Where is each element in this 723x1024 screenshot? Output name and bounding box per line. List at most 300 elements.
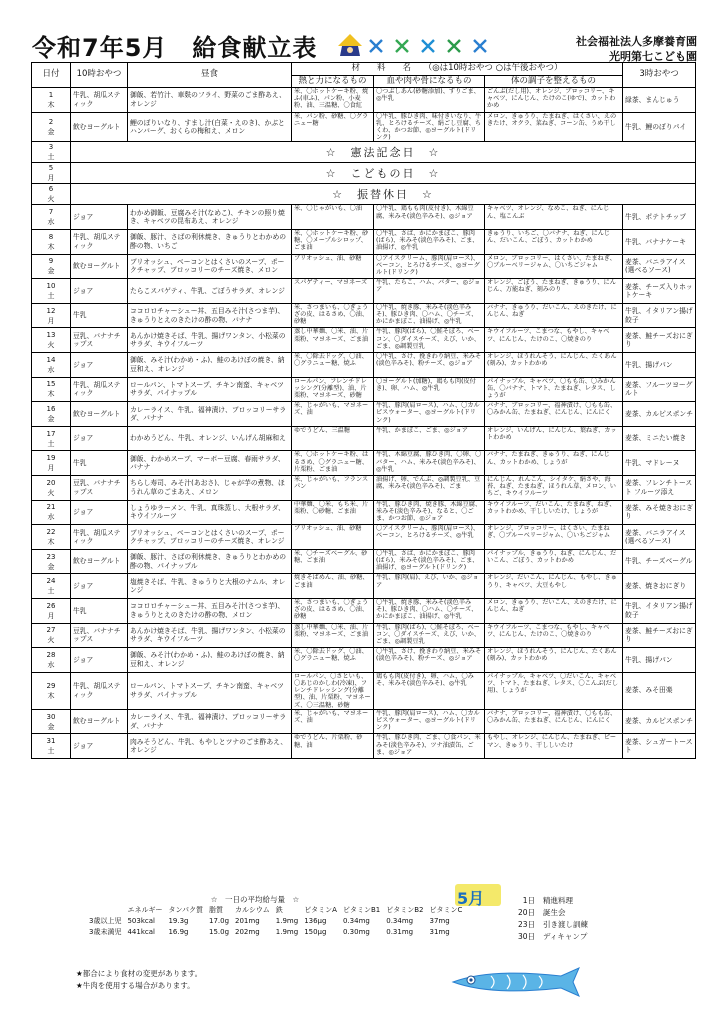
date-number: 2: [48, 118, 54, 126]
menu-row: [32, 163, 696, 184]
menu-body: [32, 88, 696, 759]
energy-ingredients-cell: ゆでうどん、三温糖: [292, 426, 374, 451]
energy-ingredients-cell: スパゲティー、マヨネーズ: [292, 279, 374, 304]
am-snack-cell: 牛乳、胡瓜スティック: [71, 88, 128, 113]
menu-row: [32, 230, 696, 255]
page-title: 令和7年5月 給食献立表: [32, 34, 318, 62]
nutrition-header: エネルギー: [127, 906, 163, 914]
regulating-ingredients-cell: パイナップル、キャベツ、〇もも缶、〇みかん缶、〇バナナ、トマト、たまねぎ、レタス、しょうが: [485, 377, 623, 402]
pm-snack-cell: 麦茶、カルピスポンチ: [623, 709, 696, 734]
date-cell: [32, 598, 71, 623]
regulating-ingredients-cell: オレンジ、ほうれんそう、にんじん、たくあん(刻み)、カットわかめ: [485, 352, 623, 377]
am-snack-cell: 牛乳、胡瓜スティック: [71, 377, 128, 402]
average-nutrition: [80, 894, 463, 938]
weekday: 木: [47, 242, 55, 251]
date-number: 31: [46, 737, 56, 746]
body-ingredients-cell: 牛乳、豚肉(肩ロース)、ハム、〇カルピスウォーター、◎ヨーグルト(ドリンク): [374, 709, 485, 734]
am-snack-cell: 牛乳、胡瓜スティック: [71, 230, 128, 255]
menu-row: [32, 279, 696, 304]
pm-snack-cell: 牛乳、チーズベーグル: [623, 549, 696, 574]
am-snack-cell: 牛乳、胡瓜スティック: [71, 525, 128, 550]
lunch-cell: ちらし寿司、みそ汁(あおさ)、じゃが芋の煮物、ほうれん草のごまあえ、メロン: [128, 475, 292, 500]
date-cell: [32, 623, 71, 648]
pm-snack-cell: 牛乳、鯉のぼりパイ: [623, 112, 696, 142]
menu-row: [32, 377, 696, 402]
lunch-cell: あんかけ焼きそば、牛乳、揚げワンタン、小松菜のサラダ、キウイフルーツ: [128, 328, 292, 353]
nutrition-value: 0.34mg: [386, 917, 414, 925]
lunch-cell: 鯉のぼりいなり、すまし汁(白菜・えのき)、かぶとハンバーグ、おくらの梅和え、メロン: [128, 112, 292, 142]
lunch-cell: 御飯、みそ汁(わかめ・ふ)、鮭のあけぼの焼き、納豆和え、オレンジ: [128, 352, 292, 377]
am-snack-cell: 豆乳、バナナチップス: [71, 475, 128, 500]
nutrition-header: ビタミンA: [304, 906, 337, 914]
date-cell: [32, 205, 71, 230]
energy-ingredients-cell: 米、〇ホットケーキ粉、焼ふ(車ふ)、パン粉、小麦粉、油、三温糖、〇食紅: [292, 88, 374, 113]
weekday: 水: [47, 365, 55, 374]
lunch-cell: ブリオッシュ、ベーコンとはくさいのスープ、ポークチャップ、ブロッコリーのチーズ焼き、メロン: [128, 254, 292, 279]
am-snack-cell: 豆乳、バナナチップス: [71, 623, 128, 648]
energy-ingredients-cell: 米、さつまいも、〇ぎょうざの皮、はるさめ、〇油、砂糖: [292, 303, 374, 328]
body-ingredients-cell: 〇牛乳、さけ、挽きわり納豆、米みそ(淡色辛みそ)、粉チーズ、◎ジョア: [374, 648, 485, 673]
pm-snack-cell: 麦茶、バニラアイス(選べるソース): [623, 254, 696, 279]
energy-ingredients-cell: 米、さつまいも、〇ぎょうざの皮、はるさめ、〇油、砂糖: [292, 598, 374, 623]
body-ingredients-cell: 〇牛乳、焼き豚、米みそ(淡色辛みそ)、豚ひき肉、〇ハム、〇チーズ、かにかまぼこ、油揚げ、◎牛乳: [374, 598, 485, 623]
nutrition-row-label: 3歳以上児: [89, 917, 122, 925]
note-item: ★牛肉を使用する場合があります。: [76, 981, 195, 990]
pm-snack-cell: 麦茶、鮭チーズおにぎり: [623, 328, 696, 353]
event-day: 23日: [517, 920, 535, 929]
weekday: 月: [47, 174, 55, 183]
nutrition-header: ビタミンB1: [342, 906, 381, 914]
holiday-label: ☆ こどもの日 ☆: [71, 163, 696, 184]
body-ingredients-cell: 〇アイスクリーム、豚肉(肩ロース)、ベーコン、とろけるチーズ、◎ヨーグルト(ドリンク): [374, 254, 485, 279]
energy-ingredients-cell: 米、パン粉、砂糖、〇グラニュー糖: [292, 112, 374, 142]
menu-row: [32, 352, 696, 377]
nutrition-table: [86, 905, 465, 938]
date-cell: [32, 500, 71, 525]
body-ingredients-cell: 鶏もも肉(皮付き)、卵、ハム、〇みそ、米みそ(淡色辛みそ)、◎牛乳: [374, 672, 485, 709]
date-cell: [32, 672, 71, 709]
weekday: 金: [47, 414, 55, 423]
weekday: 土: [47, 291, 55, 300]
date-number: 27: [46, 626, 56, 635]
nutrition-header: タンパク質: [168, 906, 203, 914]
am-snack-cell: 牛乳: [71, 598, 128, 623]
pm-snack-cell: 牛乳、イタリアン揚げ餃子: [623, 598, 696, 623]
header-pm-snack: 3時おやつ: [623, 63, 696, 88]
date-number: 16: [46, 404, 56, 413]
energy-ingredients-cell: 中華麺、〇米、もち米、片栗粉、〇砂糖、ごま油: [292, 500, 374, 525]
nutrition-value: 17.0g: [208, 917, 230, 925]
energy-ingredients-cell: ロールパン、フレンチドレッシング(分離型)、油、片栗粉、マヨネーズ、砂糖: [292, 377, 374, 402]
menu-row: [32, 205, 696, 230]
weekday: 水: [47, 660, 55, 669]
menu-row: [32, 426, 696, 451]
lunch-cell: 御飯、豚汁、さばの利休焼き、きゅうりとわかめの酢の物、いちご: [128, 230, 292, 255]
nutrition-header: 脂質: [208, 906, 223, 914]
pm-snack-cell: 牛乳、マドレーヌ: [623, 451, 696, 476]
date-number: 12: [46, 306, 56, 315]
date-number: 15: [46, 380, 56, 389]
lunch-cell: カレーライス、牛乳、福神漬け、ブロッコリーサラダ、バナナ: [128, 402, 292, 427]
energy-ingredients-cell: 米、〇じゃがいも、〇油: [292, 205, 374, 230]
weekday: 金: [47, 267, 55, 276]
am-snack-cell: 牛乳、胡瓜スティック: [71, 672, 128, 709]
weekday: 金: [47, 562, 55, 571]
regulating-ingredients-cell: キャベツ、オレンジ、なめこ、ねぎ、にんじん、塩こんぶ: [485, 205, 623, 230]
nutrition-header: カルシウム: [235, 906, 270, 914]
pm-snack-cell: 牛乳、揚げパン: [623, 648, 696, 673]
nutrition-value: 136μg: [304, 917, 327, 925]
energy-ingredients-cell: 米、〇ホットケーキ粉、はるさめ、〇グラニュー糖、片栗粉、ごま油: [292, 451, 374, 476]
date-number: 7: [48, 208, 54, 217]
body-ingredients-cell: 牛乳、たらこ、ハム、バター、◎ジョア: [374, 279, 485, 304]
nutrition-row-label: 3歳未満児: [89, 928, 122, 936]
koinobori-decoration: [336, 32, 506, 60]
pm-snack-cell: 麦茶、カルピスポンチ: [623, 402, 696, 427]
event-name: 精進料理: [543, 896, 573, 905]
nutrition-header: ビタミンB2: [386, 906, 424, 914]
date-number: 9: [48, 257, 54, 266]
event-name: 誕生会: [543, 908, 566, 917]
am-snack-cell: 飲むヨーグルト: [71, 709, 128, 734]
nutrition-value: 0.30mg: [342, 928, 370, 936]
pm-snack-cell: 麦茶、みそ田楽: [623, 672, 696, 709]
holiday-label: ☆ 振替休日 ☆: [71, 184, 696, 205]
menu-row: [32, 184, 696, 205]
lunch-cell: カレーライス、牛乳、福神漬け、ブロッコリーサラダ、バナナ: [128, 709, 292, 734]
weekday: 月: [47, 464, 55, 473]
pm-snack-cell: 麦茶、チーズ入りホットケーキ: [623, 279, 696, 304]
event-name: ディキャンプ: [543, 932, 588, 941]
body-ingredients-cell: 〇ヨーグルト(加糖)、鶏もも肉(皮付き)、卵、ハム、◎牛乳: [374, 377, 485, 402]
am-snack-cell: 飲むヨーグルト: [71, 254, 128, 279]
body-ingredients-cell: 牛乳、かまぼこ、ごま、◎ジョア: [374, 426, 485, 451]
organization-name: [576, 34, 697, 64]
koinobori-fish-icon: [451, 962, 601, 1002]
body-ingredients-cell: 〇牛乳、さけ、挽きわり納豆、米みそ(淡色辛みそ)、粉チーズ、◎ジョア: [374, 352, 485, 377]
regulating-ingredients-cell: バナナ、きゅうり、だいこん、えのきたけ、にんじん、ねぎ: [485, 303, 623, 328]
weekday: 木: [47, 537, 55, 546]
body-ingredients-cell: 牛乳、豚肉(ばら)、〇鮭そぼろ、ベーコン、〇ダイスチーズ、えび、いか、ごま、◎調製豆乳: [374, 328, 485, 353]
energy-ingredients-cell: ブリオッシュ、油、砂糖: [292, 254, 374, 279]
date-cell: [32, 451, 71, 476]
event-item: [507, 907, 588, 919]
weekday: 木: [47, 390, 55, 399]
lunch-cell: 肉みそうどん、牛乳、もやしとツナのごま酢あえ、オレンジ: [128, 734, 292, 759]
menu-row: [32, 303, 696, 328]
date-number: 28: [46, 650, 56, 659]
menu-row: [32, 598, 696, 623]
nutrition-value: 19.3g: [168, 917, 189, 925]
weekday: 土: [47, 439, 55, 448]
lunch-cell: ロールパン、トマトスープ、チキン南蛮、キャベツサラダ、パイナップル: [128, 672, 292, 709]
energy-ingredients-cell: 米、じゃがいも、マヨネーズ、油: [292, 709, 374, 734]
date-cell: [32, 734, 71, 759]
lunch-cell: たらこスパゲティ、牛乳、ごぼうサラダ、オレンジ: [128, 279, 292, 304]
body-ingredients-cell: 牛乳、豚肉(肩)、えび、いか、◎ジョア: [374, 574, 485, 599]
regulating-ingredients-cell: パイナップル、きゅうり、ねぎ、にんじん、だいこん、ごぼう、カットわかめ: [485, 549, 623, 574]
holiday-label: ☆ 憲法記念日 ☆: [71, 142, 696, 163]
weekday: 水: [47, 513, 55, 522]
am-snack-cell: ジョア: [71, 734, 128, 759]
menu-row: [32, 328, 696, 353]
header-lunch: 昼食: [128, 63, 292, 88]
event-item: [507, 895, 588, 907]
nutrition-header: ビタミンC: [429, 906, 463, 914]
regulating-ingredients-cell: にんじん、れんこん、シイタケ、絹さや、海苔、ねぎ、たまねぎ、ほうれん草、メロン、いちご、キウイフルーツ: [485, 475, 623, 500]
month-label: 5月: [457, 889, 485, 908]
energy-ingredients-cell: 米、〇除去ドッグ、〇油、〇グラニュー糖、焼ふ: [292, 648, 374, 673]
nutrition-value: 1.9mg: [275, 917, 299, 925]
date-number: 3: [48, 143, 54, 152]
nutrition-value: 15.0g: [208, 928, 230, 936]
regulating-ingredients-cell: オレンジ、ブロッコリー、はくさい、たまねぎ、〇ブルーベリージャム、〇いちごジャム: [485, 525, 623, 550]
date-number: 8: [48, 232, 54, 241]
weekday: 月: [47, 611, 55, 620]
lunch-cell: 御飯、わかめスープ、マーボー豆腐、春雨サラダ、バナナ: [128, 451, 292, 476]
date-cell: [32, 328, 71, 353]
date-cell: [32, 402, 71, 427]
regulating-ingredients-cell: メロン、ブロッコリー、はくさい、たまねぎ、〇ブルーベリージャム、〇いちごジャム: [485, 254, 623, 279]
regulating-ingredients-cell: オレンジ、だいこん、にんじん、もやし、きゅうり、キャベツ、大豆もやし: [485, 574, 623, 599]
nutrition-value: 16.9g: [168, 928, 189, 936]
weekday: 金: [47, 128, 55, 136]
body-ingredients-cell: 〇牛乳、鶏もも肉(皮付き)、木綿豆腐、米みそ(淡色辛みそ)、◎ジョア: [374, 205, 485, 230]
lunch-cell: ブリオッシュ、ベーコンとはくさいのスープ、ポークチャップ、ブロッコリーのチーズ焼き、オレンジ: [128, 525, 292, 550]
lunch-cell: ココロロチャーシュー丼、五目みそ汁(さつま芋)、きゅうりとえのきたけの酢の物、メロン: [128, 598, 292, 623]
am-snack-cell: 豆乳、バナナチップス: [71, 328, 128, 353]
am-snack-cell: ジョア: [71, 352, 128, 377]
weekday: 火: [47, 341, 55, 350]
date-number: 29: [46, 681, 56, 690]
energy-ingredients-cell: 米、〇ホットケーキ粉、砂糖、〇メープルシロップ、ごま油: [292, 230, 374, 255]
energy-ingredients-cell: ブリオッシュ、油、砂糖: [292, 525, 374, 550]
date-number: 26: [46, 601, 56, 610]
regulating-ingredients-cell: キウイフルーツ、こまつな、もやし、キャベツ、にんじん、たけのこ、〇焼きのり: [485, 328, 623, 353]
am-snack-cell: 飲むヨーグルト: [71, 112, 128, 142]
lunch-cell: しょうゆラーメン、牛乳、真珠蒸し、大根サラダ、キウイフルーツ: [128, 500, 292, 525]
event-day: 20日: [517, 908, 535, 917]
regulating-ingredients-cell: バナナ、ブロッコリー、福神漬け、〇もも缶、〇みかん缶、たまねぎ、にんじん、にんにく: [485, 402, 623, 427]
date-cell: [32, 88, 71, 113]
date-cell: [32, 142, 71, 163]
pm-snack-cell: 牛乳、ポテトチップ: [623, 205, 696, 230]
lunch-cell: あんかけ焼きそば、牛乳、揚げワンタン、小松菜のサラダ、キウイフルーツ: [128, 623, 292, 648]
energy-ingredients-cell: 米、〇チーズベーグル、砂糖、ごま油: [292, 549, 374, 574]
body-ingredients-cell: 牛乳、豚肉(肩ロース)、ハム、〇カルピスウォーター、◎ヨーグルト(ドリンク): [374, 402, 485, 427]
menu-row: [32, 254, 696, 279]
body-ingredients-cell: 牛乳、豚肉(ばら)、〇鮭そぼろ、ベーコン、〇ダイスチーズ、えび、いか、ごま、◎調製豆乳: [374, 623, 485, 648]
energy-ingredients-cell: 米、じゃがいも、フランスパン: [292, 475, 374, 500]
notes: [76, 968, 202, 992]
am-snack-cell: 飲むヨーグルト: [71, 402, 128, 427]
regulating-ingredients-cell: パイナップル、キャベツ、〇だいこん、キャベツ、トマト、たまねぎ、レタス、〇こんぶ(だし用)、しょうが: [485, 672, 623, 709]
regulating-ingredients-cell: キウイフルーツ、こまつな、もやし、キャベツ、にんじん、たけのこ、〇焼きのり: [485, 623, 623, 648]
average-nutrition-title: ☆ 一日の平均給与量 ☆: [210, 895, 300, 904]
body-ingredients-cell: 〇牛乳、焼き豚、米みそ(淡色辛みそ)、豚ひき肉、〇ハム、〇チーズ、かにかまぼこ、油揚げ、◎牛乳: [374, 303, 485, 328]
regulating-ingredients-cell: オレンジ、ごぼう、たまねぎ、きゅうり、にんじん、万能ねぎ、刻みのり: [485, 279, 623, 304]
body-ingredients-cell: 〇アイスクリーム、豚肉(肩ロース)、ベーコン、とろけるチーズ、◎牛乳: [374, 525, 485, 550]
menu-row: [32, 112, 696, 142]
pm-snack-cell: 麦茶、バニラアイス(選べるソース): [623, 525, 696, 550]
am-snack-cell: ジョア: [71, 500, 128, 525]
weekday: 土: [47, 153, 55, 162]
regulating-ingredients-cell: メロン、きゅうり、たまねぎ、はくさい、えのきたけ、オクラ、菜ねぎ、コーン缶、うめ干し: [485, 112, 623, 142]
date-number: 14: [46, 355, 56, 364]
weekday: 月: [47, 316, 55, 325]
header-group-regulate: 体の調子を整えるもの: [485, 76, 623, 88]
date-number: 1: [48, 90, 54, 99]
date-cell: [32, 163, 71, 184]
menu-row: [32, 672, 696, 709]
lunch-cell: わかめ御飯、豆腐みそ汁(なめこ)、チキンの照り焼き、キャベツの昆布あえ、オレンジ: [128, 205, 292, 230]
regulating-ingredients-cell: バナナ、ブロッコリー、福神漬け、〇もも缶、〇みかん缶、たまねぎ、にんじん、にんにく: [485, 709, 623, 734]
kabuto-helmet-icon: [338, 34, 362, 56]
am-snack-cell: 飲むヨーグルト: [71, 549, 128, 574]
event-day: 1日: [522, 896, 535, 905]
lunch-cell: 御飯、豚汁、さばの利休焼き、きゅうりとわかめの酢の物、パイナップル: [128, 549, 292, 574]
am-snack-cell: ジョア: [71, 648, 128, 673]
event-name: 引き渡し訓練: [543, 920, 588, 929]
menu-row: [32, 451, 696, 476]
note-item: ★都合により食材の変更があります。: [76, 969, 203, 978]
date-cell: [32, 475, 71, 500]
lunch-cell: ココロロチャーシュー丼、五目みそ汁(さつま芋)、きゅうりとえのきたけの酢の物、バナナ: [128, 303, 292, 328]
menu-row: [32, 648, 696, 673]
regulating-ingredients-cell: オレンジ、いんげん、にんじん、葉ねぎ、カットわかめ: [485, 426, 623, 451]
weekday: 木: [47, 691, 55, 700]
pm-snack-cell: 麦茶、焼きおにぎり: [623, 574, 696, 599]
body-ingredients-cell: 油揚げ、卵、でんぶ、◎調製豆乳、豆腐、米みそ(淡色辛みそ)、ごま: [374, 475, 485, 500]
regulating-ingredients-cell: きゅうり、いちご、〇バナナ、ねぎ、にんじん、だいこん、ごぼう、カットわかめ: [485, 230, 623, 255]
header-am-snack: 10時おやつ: [71, 63, 128, 88]
header-date: 日付: [32, 63, 71, 88]
event-item: [507, 931, 588, 943]
menu-table: [31, 62, 696, 759]
pm-snack-cell: 緑茶、まんじゅう: [623, 88, 696, 113]
pm-snack-cell: 麦茶、フルーツヨーグルト: [623, 377, 696, 402]
date-cell: [32, 574, 71, 599]
header-group-energy: 熱と力になるもの: [292, 76, 374, 88]
nutrition-value: 441kcal: [127, 928, 155, 936]
energy-ingredients-cell: 米、〇除去ドッグ、〇油、〇グラニュー糖、焼ふ: [292, 352, 374, 377]
am-snack-cell: ジョア: [71, 426, 128, 451]
pm-snack-cell: 麦茶、ミニたい焼き: [623, 426, 696, 451]
weekday: 火: [47, 195, 55, 204]
regulating-ingredients-cell: もやし、オレンジ、にんじん、たまねぎ、ピーマン、きゅうり、干ししいたけ: [485, 734, 623, 759]
nutrition-value: 37mg: [429, 917, 450, 925]
nutrition-value: 150μg: [304, 928, 327, 936]
date-cell: [32, 230, 71, 255]
nutrition-value: 1.9mg: [275, 928, 299, 936]
regulating-ingredients-cell: メロン、きゅうり、だいこん、えのきたけ、にんじん、ねぎ: [485, 598, 623, 623]
month-badge: [455, 884, 507, 972]
nutrition-value: 503kcal: [127, 917, 155, 925]
pm-snack-cell: 牛乳、バナナケーキ: [623, 230, 696, 255]
regulating-ingredients-cell: キウイフルーツ、だいこん、たまねぎ、ねぎ、カットわかめ、干ししいたけ、しょうが: [485, 500, 623, 525]
date-number: 19: [46, 454, 56, 463]
date-cell: [32, 525, 71, 550]
nutrition-header-blank: [86, 905, 124, 916]
lunch-cell: わかめうどん、牛乳、オレンジ、いんげん胡麻和え: [128, 426, 292, 451]
date-cell: [32, 426, 71, 451]
menu-row: [32, 500, 696, 525]
energy-ingredients-cell: ロールパン、〇さといも、〇あじのかしわ(冷凍)、フレンチドレッシング(分離型)、油、片栗粉、マヨネーズ、〇三温糖、砂糖: [292, 672, 374, 709]
date-number: 6: [48, 185, 54, 194]
date-number: 13: [46, 331, 56, 340]
date-number: 30: [46, 712, 56, 721]
menu-row: [32, 402, 696, 427]
am-snack-cell: ジョア: [71, 279, 128, 304]
lunch-cell: 御飯、みそ汁(わかめ・ふ)、鮭のあけぼの焼き、納豆和え、オレンジ: [128, 648, 292, 673]
event-item: [507, 919, 588, 931]
energy-ingredients-cell: 焼きそばめん、油、砂糖、ごま油: [292, 574, 374, 599]
pm-snack-cell: 牛乳、揚げパン: [623, 352, 696, 377]
pm-snack-cell: 麦茶、鮭チーズおにぎり: [623, 623, 696, 648]
regulating-ingredients-cell: オレンジ、ほうれんそう、にんじん、たくあん(刻み)、カットわかめ: [485, 648, 623, 673]
date-cell: [32, 112, 71, 142]
am-snack-cell: 牛乳: [71, 451, 128, 476]
date-number: 23: [46, 552, 56, 561]
pinwheel-icons: [370, 40, 486, 52]
menu-row: [32, 88, 696, 113]
date-cell: [32, 709, 71, 734]
nutrition-value: 201mg: [235, 917, 260, 925]
menu-row: [32, 549, 696, 574]
weekday: 火: [47, 488, 55, 497]
date-cell: [32, 549, 71, 574]
pm-snack-cell: 麦茶、シュガートースト: [623, 734, 696, 759]
energy-ingredients-cell: 蒸し中華麺、〇米、油、片栗粉、マヨネーズ、ごま油: [292, 623, 374, 648]
body-ingredients-cell: 牛乳、豚ひき肉、ごま、〇食パン、米みそ(淡色辛みそ)、ツナ油漬缶、ごま、◎ジョア: [374, 734, 485, 759]
date-cell: [32, 184, 71, 205]
date-number: 22: [46, 527, 56, 536]
lunch-cell: ロールパン、トマトスープ、チキン南蛮、キャベツサラダ、パイナップル: [128, 377, 292, 402]
nutrition-value: 0.34mg: [342, 917, 370, 925]
date-number: 10: [46, 281, 56, 290]
org-line1: 社会福祉法人多摩養育園: [576, 35, 697, 48]
weekday: 金: [47, 722, 55, 731]
am-snack-cell: ジョア: [71, 574, 128, 599]
energy-ingredients-cell: 蒸し中華麺、〇米、油、片栗粉、マヨネーズ、ごま油: [292, 328, 374, 353]
body-ingredients-cell: 牛乳、豚ひき肉、焼き豚、木綿豆腐、米みそ(淡色辛みそ)、なると、〇ごま、かつお節、◎ジョア: [374, 500, 485, 525]
weekday: 土: [47, 747, 55, 756]
date-cell: [32, 254, 71, 279]
org-line2: 光明第七こども園: [609, 50, 697, 63]
weekday: 木: [47, 100, 55, 109]
regulating-ingredients-cell: バナナ、たまねぎ、きゅうり、ねぎ、にんじん、カットわかめ、しょうが: [485, 451, 623, 476]
am-snack-cell: ジョア: [71, 205, 128, 230]
event-day: 30日: [517, 932, 535, 941]
weekday: 土: [47, 587, 55, 596]
energy-ingredients-cell: ゆでうどん、片栗粉、砂糖、油: [292, 734, 374, 759]
date-number: 21: [46, 503, 56, 512]
pm-snack-cell: 牛乳、イタリアン揚げ餃子: [623, 303, 696, 328]
lunch-cell: 御飯、若竹汁、車麩のフライ、野菜のごま酢あえ、オレンジ: [128, 88, 292, 113]
weekday: 水: [47, 218, 55, 227]
nutrition-value: 0.31mg: [386, 928, 414, 936]
date-cell: [32, 352, 71, 377]
events-list: [507, 895, 588, 943]
nutrition-value: 31mg: [429, 928, 450, 936]
menu-row: [32, 142, 696, 163]
date-cell: [32, 303, 71, 328]
header-group-body: 血や肉や骨になるもの: [374, 76, 485, 88]
date-cell: [32, 377, 71, 402]
am-snack-cell: 牛乳: [71, 303, 128, 328]
regulating-ingredients-cell: ごんぶ(だし用)、オレンジ、ブロッコリー、キャベツ、にんじん、たけのこ(ゆで)、カットわかめ: [485, 88, 623, 113]
menu-row: [32, 525, 696, 550]
